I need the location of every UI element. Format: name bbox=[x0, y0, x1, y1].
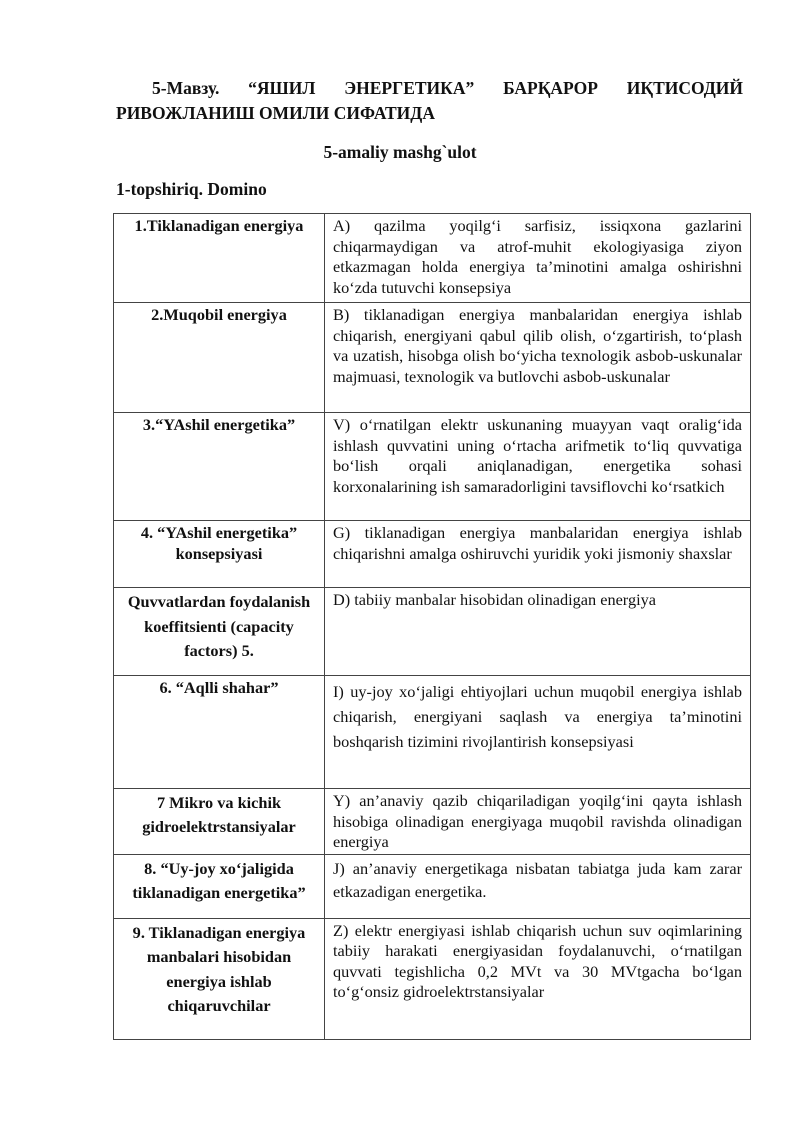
term-cell: 2.Muqobil energiya bbox=[114, 303, 325, 413]
term-cell: 7 Mikro va kichik gidroelektrstansiyalar bbox=[114, 789, 325, 855]
definition-cell: Y) an’anaviy qazib chiqariladigan yoqilg‘ini qayta ishlash hisobiga olinadigan energiyaga muqobil ravishda olinadigan energiya bbox=[325, 789, 751, 855]
term-cell: Quvvatlardan foydalanish koeffitsienti (capacity factors) 5. bbox=[114, 588, 325, 676]
term-cell: 9. Tiklanadigan energiya manbalari hisobidan energiya ishlab chiqaruvchilar bbox=[114, 918, 325, 1039]
page-title: 5-Мавзу. “ЯШИЛ ЭНЕРГЕТИКА” БАРҚАРОР ИҚТИСОДИЙ РИВОЖЛАНИШ ОМИЛИ СИФАТИДА bbox=[116, 78, 743, 123]
definition-cell: V) o‘rnatilgan elektr uskunaning muayyan vaqt oralig‘ida ishlash quvvatini uning o‘rtacha arifmetik to‘liq quvvatiga bo‘lish orqali aniqlanadigan, energetika sohasi korxonalarining ish samaradorligini tavsiflovchi ko‘rsatkich bbox=[325, 413, 751, 521]
definition-cell: G) tiklanadigan energiya manbalaridan energiya ishlab chiqarishni amalga oshiruvchi yuridik yoki jismoniy shaxslar bbox=[325, 521, 751, 588]
table-row bbox=[114, 521, 751, 588]
term-cell: 1.Tiklanadigan energiya bbox=[114, 214, 325, 303]
definition-cell: I) uy-joy xo‘jaligi ehtiyojlari uchun muqobil energiya ishlab chiqarish, energiyani saqlash va energiya ta’minotini boshqarish tizimini rivojlantirish konsepsiyasi bbox=[325, 676, 751, 789]
table-row bbox=[114, 303, 751, 413]
term-cell: 4. “YAshil energetika” konsepsiyasi bbox=[114, 521, 325, 588]
domino-table bbox=[113, 213, 751, 1040]
term-cell: 8. “Uy-joy xo‘jaligida tiklanadigan energetika” bbox=[114, 854, 325, 918]
table-row bbox=[114, 676, 751, 789]
lesson-subtitle: 5-amaliy mashg`ulot bbox=[323, 142, 477, 162]
definition-cell: B) tiklanadigan energiya manbalaridan energiya ishlab chiqarish, energiyani qabul qilib olish, o‘zgartirish, to‘plash va uzatish, hisobga olish bo‘yicha texnologik asbob-uskunalar majmuasi, texnologik va butlovchi asbob-uskunalar bbox=[325, 303, 751, 413]
definition-cell: J) an’anaviy energetikaga nisbatan tabiatga juda kam zarar etkazadigan energetika. bbox=[325, 854, 751, 918]
term-cell: 3.“YAshil energetika” bbox=[114, 413, 325, 521]
table-row bbox=[114, 214, 751, 303]
definition-cell: Z) elektr energiyasi ishlab chiqarish uchun suv oqimlarining tabiiy harakati energiyasidan foydalanuvchi, o‘rnatilgan quvvati tegishlicha 0,2 MVt va 30 MVtgacha bo‘lgan to‘g‘onsiz gidroelektrstansiyalar bbox=[325, 918, 751, 1039]
task-title: 1-topshiriq. Domino bbox=[116, 179, 267, 199]
table-row bbox=[114, 854, 751, 918]
definition-cell: D) tabiiy manbalar hisobidan olinadigan energiya bbox=[325, 588, 751, 676]
definition-cell: A) qazilma yoqilg‘i sarfisiz, issiqxona gazlarini chiqarmaydigan va atrof-muhit ekologiyasiga ziyon etkazmagan holda energiya ta’minotini amalga oshirishni ko‘zda tutuvchi konsepsiya bbox=[325, 214, 751, 303]
table-row bbox=[114, 789, 751, 855]
table-row bbox=[114, 918, 751, 1039]
term-cell: 6. “Aqlli shahar” bbox=[114, 676, 325, 789]
table-row bbox=[114, 413, 751, 521]
table-row bbox=[114, 588, 751, 676]
